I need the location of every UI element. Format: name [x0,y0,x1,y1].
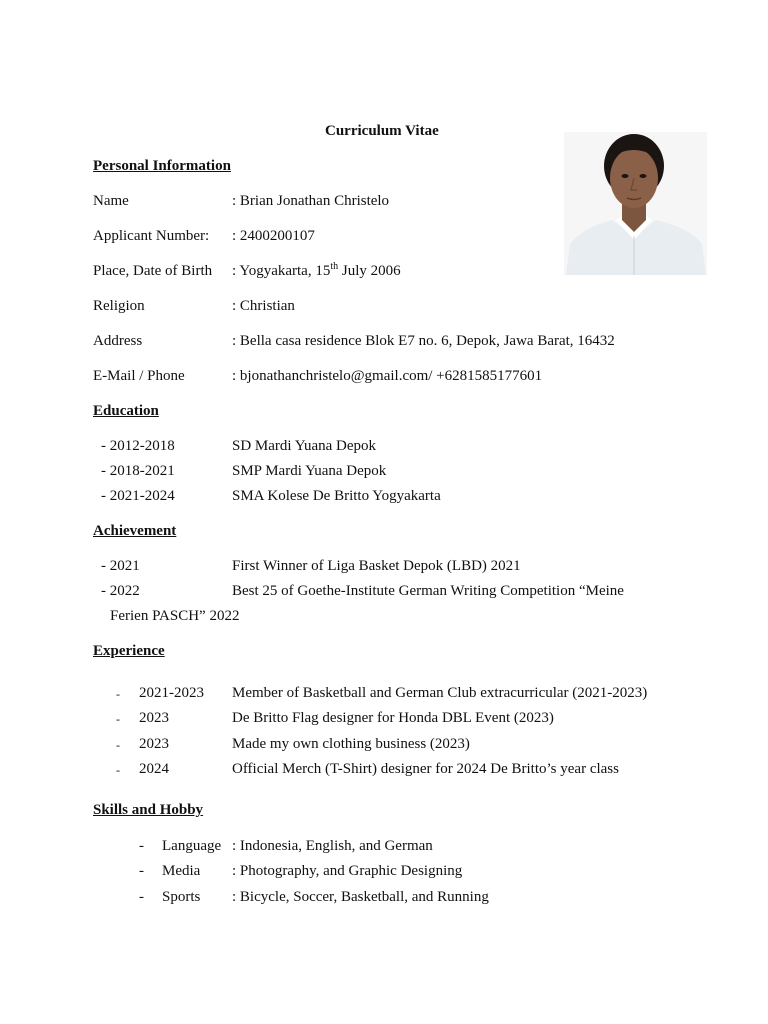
experience-text: Official Merch (T-Shirt) designer for 2024 De Britto’s year class [232,761,619,777]
skill-value: : Photography, and Graphic Designing [232,863,463,879]
education-heading: Education [93,403,159,419]
religion-value: : Christian [232,298,295,314]
religion-label: Religion [93,298,145,314]
list-bullet: - [139,889,144,905]
list-bullet: - [116,763,120,777]
experience-year: 2021-2023 [139,685,204,701]
ordinal-suffix: th [330,261,339,272]
birth-value: : Yogyakarta, 15th July 2006 [232,261,401,279]
birth-label: Place, Date of Birth [93,263,213,279]
applicant-number-value: : 2400200107 [232,228,315,244]
document-title: Curriculum Vitae [325,123,439,139]
achievement-text-continuation: Ferien PASCH” 2022 [110,608,240,624]
education-school: SMP Mardi Yuana Depok [232,463,387,479]
education-period: - 2018-2021 [101,463,175,479]
list-bullet: - [116,712,120,726]
applicant-number-label: Applicant Number: [93,228,210,244]
education-period: - 2012-2018 [101,438,175,454]
experience-text: Made my own clothing business (2023) [232,736,470,752]
portrait-image [564,132,707,275]
achievement-text: Best 25 of Goethe-Institute German Writing Competition “Meine [232,583,624,599]
profile-photo [564,132,707,275]
list-bullet: - [139,838,144,854]
list-bullet: - [116,738,120,752]
experience-text: Member of Basketball and German Club extracurricular (2021-2023) [232,685,648,701]
skill-value: : Indonesia, English, and German [232,838,433,854]
personal-info-heading: Personal Information [93,158,231,174]
skill-label: Sports [162,889,201,905]
experience-year: 2023 [139,736,169,752]
skills-heading: Skills and Hobby [93,802,204,818]
experience-heading: Experience [93,643,165,659]
address-value: : Bella casa residence Blok E7 no. 6, Depok, Jawa Barat, 16432 [232,333,615,349]
contact-label: E-Mail / Phone [93,368,185,384]
contact-value: : bjonathanchristelo@gmail.com/ +6281585177601 [232,368,543,384]
experience-year: 2023 [139,710,169,726]
education-school: SMA Kolese De Britto Yogyakarta [232,488,441,504]
achievement-text: First Winner of Liga Basket Depok (LBD) 2021 [232,558,521,574]
experience-year: 2024 [139,761,169,777]
education-period: - 2021-2024 [101,488,175,504]
achievement-year: - 2022 [101,583,140,599]
achievement-year: - 2021 [101,558,140,574]
name-label: Name [93,193,129,209]
experience-text: De Britto Flag designer for Honda DBL Event (2023) [232,710,554,726]
list-bullet: - [116,687,120,701]
skill-label: Media [162,863,201,879]
achievement-heading: Achievement [93,523,177,539]
address-label: Address [93,333,143,349]
list-bullet: - [139,863,144,879]
skill-value: : Bicycle, Soccer, Basketball, and Running [232,889,489,905]
name-value: : Brian Jonathan Christelo [232,193,390,209]
education-school: SD Mardi Yuana Depok [232,438,377,454]
skill-label: Language [162,838,222,854]
